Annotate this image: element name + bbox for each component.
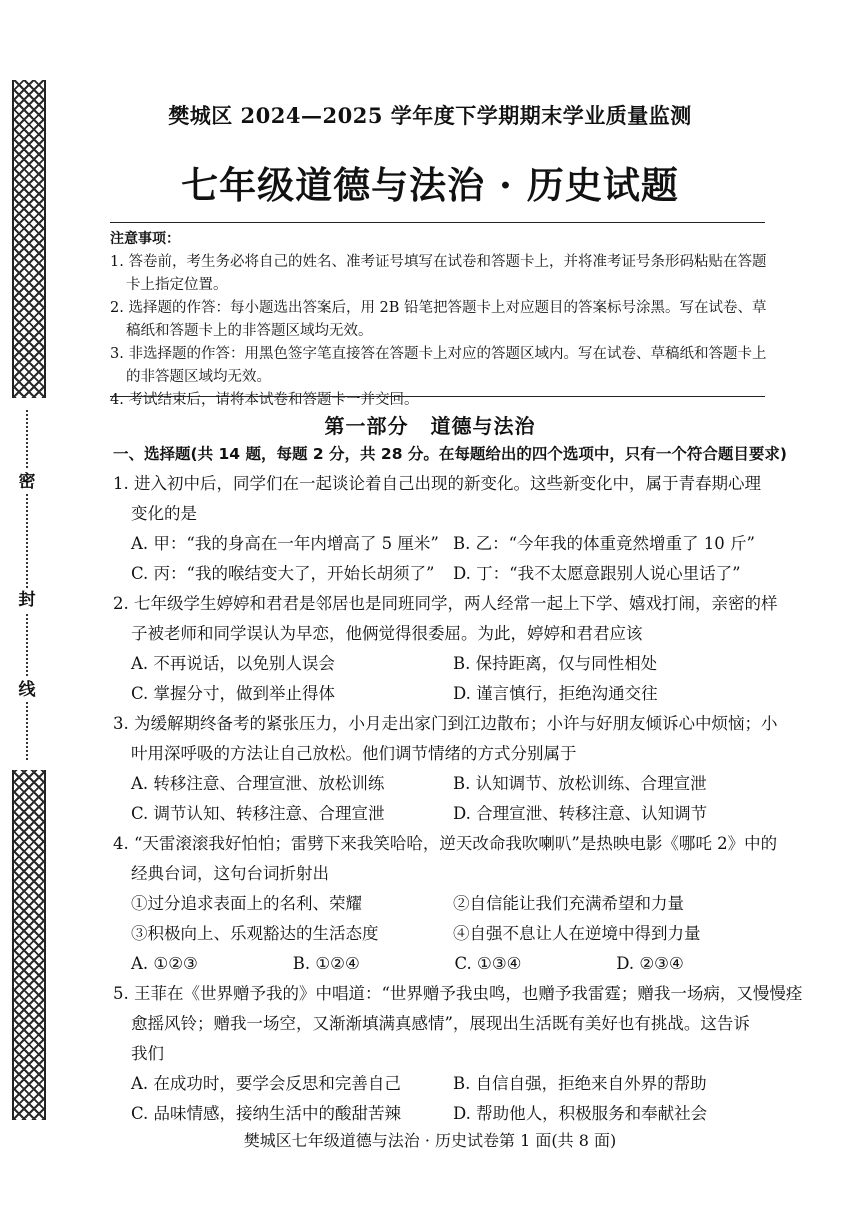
statement-4: ④自强不息让人在逆境中得到力量 xyxy=(453,924,701,943)
seal-char-xian: 线 xyxy=(15,678,39,702)
statement-1: ①过分追求表面上的名利、荣耀 xyxy=(131,894,362,913)
option-b: B. 乙：“今年我的体重竟然增重了 10 斤” xyxy=(453,534,755,553)
question-5 xyxy=(113,979,803,1129)
option-row xyxy=(113,769,778,799)
top-rule xyxy=(110,222,765,223)
question-stem: 4. “天雷滚滚我好怕怕；雷劈下来我笑哈哈，逆天改命我吹喇叭”是热映电影《哪吒 2》中的 xyxy=(113,834,778,853)
option-row xyxy=(113,1069,778,1099)
option-a: A. 转移注意、合理宣泄、放松训练 xyxy=(131,774,385,793)
question-4 xyxy=(113,829,778,979)
margin-pattern-bottom xyxy=(12,770,46,1120)
question-stem: 1. 进入初中后，同学们在一起谈论着自己出现的新变化。这些新变化中，属于青春期心理 xyxy=(113,474,761,493)
option-d: D. 谨言慎行，拒绝沟通交往 xyxy=(453,684,658,703)
option-row xyxy=(113,559,778,589)
notes-block xyxy=(110,228,770,412)
paper-title: 七年级道德与法治 · 历史试题 xyxy=(181,163,679,207)
option-d: D. 丁：“我不太愿意跟别人说心里话了” xyxy=(453,564,741,583)
question-stem: 子被老师和同学误认为早恋，他俩觉得很委屈。为此，婷婷和君君应该 xyxy=(131,624,643,643)
seal-dotted-line xyxy=(26,410,28,760)
option-row xyxy=(113,1099,778,1129)
section-title xyxy=(0,410,860,439)
question-3 xyxy=(113,709,778,829)
part-heading: 一、选择题(共 14 题，每题 2 分，共 28 分。在每题给出的四个选项中，只有一个符合题目要求) xyxy=(113,445,787,463)
option-b: B. 保持距离，仅与同性相处 xyxy=(453,654,658,673)
statement-row xyxy=(113,919,778,949)
notes-heading: 注意事项： xyxy=(110,231,180,247)
question-stem: 3. 为缓解期终备考的紧张压力，小月走出家门到江边散布；小许与好朋友倾诉心中烦恼；小 xyxy=(113,714,778,733)
question-stem: 我们 xyxy=(131,1044,164,1063)
option-a: A. 甲：“我的身高在一年内增高了 5 厘米” xyxy=(131,534,439,553)
binding-margin xyxy=(10,80,46,1120)
page-footer: 樊城区七年级道德与法治 · 历史试卷第 1 面(共 8 面) xyxy=(243,1131,617,1150)
seal-char-mi: 密 xyxy=(15,470,39,494)
option-c: C. ①③④ xyxy=(454,954,522,973)
section-subject: 道德与法治 xyxy=(430,414,536,438)
question-stem: 变化的是 xyxy=(131,504,197,523)
question-stem: 叶用深呼吸的方法让自己放松。他们调节情绪的方式分别属于 xyxy=(131,744,577,763)
note-item: 3. 非选择题的作答：用黑色签字笔直接答在答题卡上对应的答题区域内。写在试卷、草稿纸和答题卡上的非答题区域均无效。 xyxy=(110,346,767,385)
option-a: A. 在成功时，要学会反思和完善自己 xyxy=(131,1074,401,1093)
option-row xyxy=(113,949,778,979)
option-d: D. 合理宣泄、转移注意、认知调节 xyxy=(453,804,708,823)
option-c: C. 调节认知、转移注意、合理宣泄 xyxy=(131,804,385,823)
option-c: C. 丙：“我的喉结变大了，开始长胡须了” xyxy=(131,564,435,583)
section-part: 第一部分 xyxy=(324,414,409,438)
question-stem: 5. 王菲在《世界赠予我的》中唱道：“世界赠予我虫鸣，也赠予我雷霆；赠我一场病，又慢慢痊 xyxy=(113,984,803,1003)
statement-row xyxy=(113,889,778,919)
question-stem: 经典台词，这句台词折射出 xyxy=(131,864,329,883)
option-row xyxy=(113,799,778,829)
option-b: B. 认知调节、放松训练、合理宣泄 xyxy=(453,774,707,793)
exam-title: 樊城区 2024—2025 学年度下学期期末学业质量监测 xyxy=(168,103,692,128)
note-item: 4. 考试结束后，请将本试卷和答题卡一并交回。 xyxy=(110,392,419,408)
statement-3: ③积极向上、乐观豁达的生活态度 xyxy=(131,924,379,943)
option-row xyxy=(113,529,778,559)
option-d: D. ②③④ xyxy=(616,954,684,973)
option-row xyxy=(113,649,778,679)
option-row xyxy=(113,679,778,709)
question-stem: 愈摇风铃；赠我一场空，又渐渐填满真感情”，展现出生活既有美好也有挑战。这告诉 xyxy=(131,1014,750,1033)
option-a: A. ①②③ xyxy=(131,954,198,973)
bottom-rule xyxy=(110,396,765,397)
option-b: B. ①②④ xyxy=(292,954,360,973)
seal-char-feng: 封 xyxy=(15,588,39,612)
questions-list xyxy=(113,469,803,1129)
option-c: C. 品味情感，接纳生活中的酸甜苦辣 xyxy=(131,1104,402,1123)
question-1 xyxy=(113,469,778,589)
question-2 xyxy=(113,589,778,709)
option-c: C. 掌握分寸，做到举止得体 xyxy=(131,684,336,703)
question-stem: 2. 七年级学生婷婷和君君是邻居也是同班同学，两人经常一起上下学、嬉戏打闹，亲密的样 xyxy=(113,594,778,613)
note-item: 1. 答卷前，考生务必将自己的姓名、准考证号填写在试卷和答题卡上，并将准考证号条形码粘贴在答题卡上指定位置。 xyxy=(110,254,767,293)
statement-2: ②自信能让我们充满希望和力量 xyxy=(453,894,684,913)
option-a: A. 不再说话，以免别人误会 xyxy=(131,654,335,673)
option-d: D. 帮助他人，积极服务和奉献社会 xyxy=(453,1104,708,1123)
note-item: 2. 选择题的作答：每小题选出答案后，用 2B 铅笔把答题卡上对应题目的答案标号涂黑。写在试卷、草稿纸和答题卡上的非答题区域均无效。 xyxy=(110,300,767,339)
option-b: B. 自信自强，拒绝来自外界的帮助 xyxy=(453,1074,707,1093)
